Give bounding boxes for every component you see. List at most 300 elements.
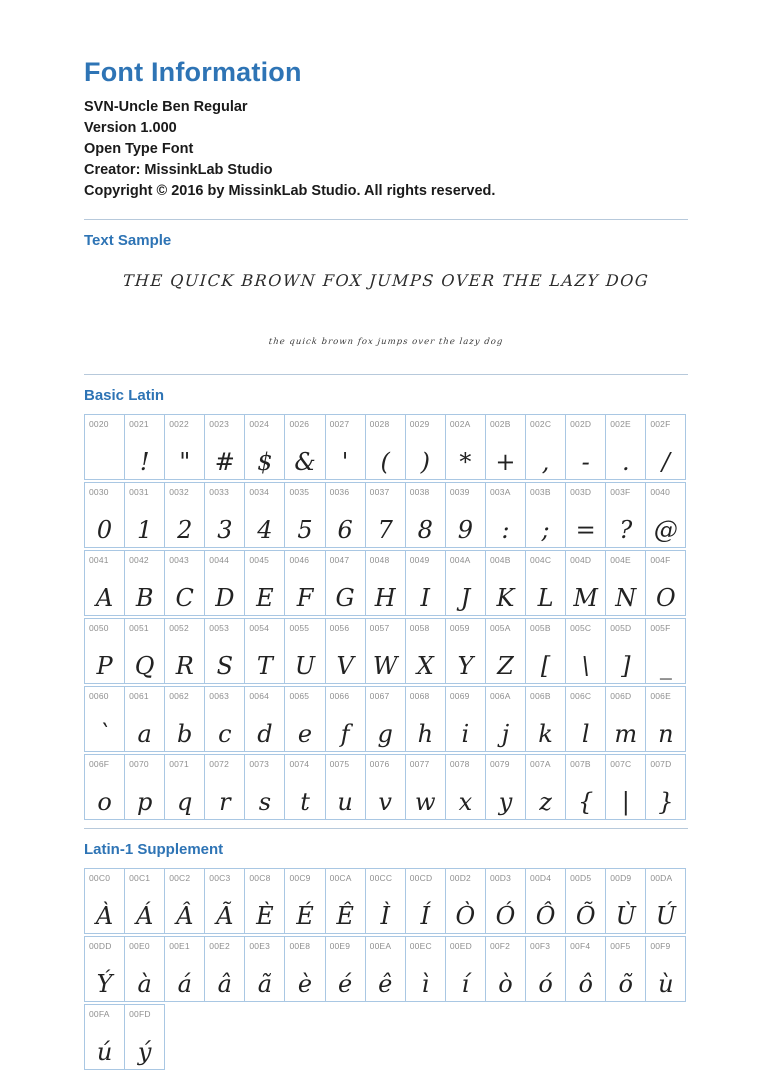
glyph: Ì (380, 902, 390, 930)
glyph-code-label: 004A (449, 555, 471, 565)
glyph-cell-0026 (284, 414, 325, 480)
glyph: ó (538, 970, 553, 998)
glyph-cell-0071 (164, 754, 205, 820)
glyph-code-label: 0038 (409, 487, 430, 497)
glyph-cell-0040 (645, 482, 686, 548)
glyph-cell-00CA (325, 868, 366, 934)
glyph-cell-00F5 (605, 936, 646, 1002)
glyph-code-label: 007D (650, 759, 672, 769)
glyph-code-label: 0032 (169, 487, 189, 497)
glyph: W (372, 652, 398, 680)
glyph: 8 (417, 516, 433, 544)
glyph-cell-006C (565, 686, 606, 752)
glyph-code-label: 0023 (209, 419, 229, 429)
glyph-cell-00C1 (124, 868, 165, 934)
glyph-cell-0065 (284, 686, 325, 752)
glyph: " (179, 448, 191, 476)
glyph-cell-0063 (204, 686, 245, 752)
glyph: Ý (96, 970, 113, 998)
glyph-cell-0037 (365, 482, 406, 548)
glyph-cell-0077 (405, 754, 446, 820)
glyph-code-label: 002C (530, 419, 552, 429)
glyph: v (378, 788, 392, 816)
glyph-cell-003F (605, 482, 646, 548)
glyph: Ã (216, 902, 234, 930)
glyph: e (297, 720, 313, 748)
glyph: í (461, 970, 470, 998)
glyph-code-label: 0063 (209, 691, 229, 701)
glyph: è (297, 970, 313, 998)
glyph: P (96, 652, 113, 680)
glyph: L (537, 584, 554, 612)
glyph-cell-0039 (445, 482, 486, 548)
glyph-code-label: 00FA (89, 1009, 110, 1019)
glyph: 2 (177, 516, 193, 544)
glyph-code-label: 0041 (89, 555, 109, 565)
glyph: 5 (297, 516, 313, 544)
glyph-code-label: 0062 (169, 691, 189, 701)
glyph-cell-0045 (244, 550, 285, 616)
glyph-cell-0062 (164, 686, 205, 752)
glyph: á (177, 970, 192, 998)
glyph-code-label: 003B (530, 487, 551, 497)
glyph-cell-00D5 (565, 868, 606, 934)
glyph-cell-00FA (84, 1004, 125, 1070)
glyph-code-label: 007A (530, 759, 551, 769)
font-creator: Creator: MissinkLab Studio (84, 162, 273, 178)
glyph-cell-0052 (164, 618, 205, 684)
glyph-code-label: 0036 (329, 487, 350, 497)
glyph-code-label: 00F9 (650, 941, 671, 951)
glyph-cell-00D4 (525, 868, 566, 934)
glyph-cell-0023 (204, 414, 245, 480)
glyph-code-label: 0043 (169, 555, 189, 565)
glyph-cell-002E (605, 414, 646, 480)
glyph-code-label: 0028 (369, 419, 390, 429)
glyph-code-label: 0061 (129, 691, 149, 701)
glyph: Ú (655, 902, 676, 930)
glyph-code-label: 0071 (169, 759, 189, 769)
glyph-cell-0033 (204, 482, 245, 548)
glyph: H (374, 584, 396, 612)
text-sample-heading: Text Sample (84, 232, 172, 249)
glyph-cell-006E (645, 686, 686, 752)
glyph-cell-007D (645, 754, 686, 820)
glyph-code-label: 006E (650, 691, 671, 701)
glyph: ù (658, 970, 674, 998)
glyph-code-label: 0049 (409, 555, 430, 565)
glyph-cell-007C (605, 754, 646, 820)
glyph-code-label: 0051 (129, 623, 149, 633)
glyph-cell-002D (565, 414, 606, 480)
font-copyright: Copyright © 2016 by MissinkLab Studio. All rights reserved. (84, 183, 496, 199)
glyph: U (294, 652, 316, 680)
glyph-code-label: 002E (610, 419, 631, 429)
glyph: * (459, 448, 472, 476)
glyph-cell-00F4 (565, 936, 606, 1002)
glyph-code-label: 00CC (369, 873, 393, 883)
glyph-cell-0048 (365, 550, 406, 616)
glyph: x (458, 788, 473, 816)
glyph: R (175, 652, 194, 680)
glyph: 7 (377, 516, 393, 544)
glyph-cell-00E2 (204, 936, 245, 1002)
latin1-supplement-heading: Latin-1 Supplement (84, 841, 224, 858)
glyph-code-label: 00D2 (449, 873, 471, 883)
glyph-code-label: 0054 (249, 623, 270, 633)
glyph: . (621, 448, 630, 476)
glyph-code-label: 004D (570, 555, 592, 565)
glyph-row (84, 868, 688, 934)
glyph-code-label: 002F (650, 419, 671, 429)
glyph-code-label: 005A (489, 623, 511, 633)
glyph-code-label: 006F (89, 759, 110, 769)
glyph: Â (176, 902, 194, 930)
glyph-code-label: 0047 (329, 555, 350, 565)
glyph-code-label: 00EA (369, 941, 392, 951)
glyph: ê (378, 970, 393, 998)
glyph: ( (380, 448, 390, 476)
glyph: ì (421, 970, 430, 998)
glyph-code-label: 002B (489, 419, 511, 429)
glyph: 1 (137, 516, 153, 544)
glyph-cell-00CD (405, 868, 446, 934)
glyph: X (416, 652, 434, 680)
glyph-code-label: 00DD (89, 941, 112, 951)
glyph-cell-0029 (405, 414, 446, 480)
glyph-code-label: 0052 (169, 623, 189, 633)
glyph-code-label: 0046 (289, 555, 310, 565)
glyph-code-label: 004C (530, 555, 552, 565)
glyph-cell-004C (525, 550, 566, 616)
glyph-code-label: 0065 (289, 691, 310, 701)
glyph-code-label: 0074 (289, 759, 310, 769)
glyph: M (573, 584, 598, 612)
glyph: À (95, 902, 114, 930)
glyph: k (538, 720, 553, 748)
glyph-cell-00FD (124, 1004, 165, 1070)
glyph-code-label: 002A (449, 419, 471, 429)
glyph-cell-0069 (445, 686, 486, 752)
glyph: F (296, 584, 314, 612)
font-type: Open Type Font (84, 141, 194, 157)
glyph: ? (619, 516, 633, 544)
glyph-code-label: 0067 (369, 691, 390, 701)
glyph-code-label: 0059 (449, 623, 470, 633)
glyph-code-label: 0027 (329, 419, 350, 429)
glyph: A (95, 584, 114, 612)
glyph: C (175, 584, 194, 612)
latin1-supplement-table (84, 868, 688, 1070)
glyph-cell-0028 (365, 414, 406, 480)
glyph-code-label: 00F2 (489, 941, 511, 951)
section-divider (84, 828, 688, 829)
font-name: SVN-Uncle Ben Regular (84, 99, 248, 115)
glyph: 9 (457, 516, 474, 544)
glyph: 3 (217, 516, 233, 544)
glyph-cell-0059 (445, 618, 486, 684)
glyph-cell-0067 (365, 686, 406, 752)
glyph: $ (257, 448, 273, 476)
glyph-code-label: 0077 (409, 759, 430, 769)
glyph-cell-0076 (365, 754, 406, 820)
glyph-code-label: 0073 (249, 759, 270, 769)
glyph-code-label: 0045 (249, 555, 270, 565)
glyph-code-label: 0064 (249, 691, 270, 701)
glyph: G (335, 584, 355, 612)
glyph-cell-00DD (84, 936, 125, 1002)
glyph-cell-00DA (645, 868, 686, 934)
glyph-code-label: 0026 (289, 419, 310, 429)
glyph: õ (618, 970, 633, 998)
glyph-cell-0072 (204, 754, 245, 820)
glyph: # (214, 448, 235, 476)
glyph-cell-0021 (124, 414, 165, 480)
glyph-code-label: 00D4 (530, 873, 552, 883)
glyph-cell-0054 (244, 618, 285, 684)
glyph: K (496, 584, 515, 612)
glyph-code-label: 0072 (209, 759, 229, 769)
glyph-row (84, 754, 688, 820)
glyph-code-label: 0021 (129, 419, 149, 429)
glyph-cell-0060 (84, 686, 125, 752)
glyph-cell-0022 (164, 414, 205, 480)
glyph: , (541, 448, 550, 476)
glyph-cell-0046 (284, 550, 325, 616)
glyph: s (258, 788, 272, 816)
glyph: m (614, 720, 638, 748)
glyph-cell-002B (485, 414, 526, 480)
glyph-cell-0064 (244, 686, 285, 752)
glyph-code-label: 007C (610, 759, 632, 769)
text-sample-small: the quick brown fox jumps over the lazy dog (268, 337, 504, 347)
glyph-cell-006A (485, 686, 526, 752)
glyph-code-label: 0044 (209, 555, 229, 565)
glyph-cell-00E9 (325, 936, 366, 1002)
glyph-code-label: 0033 (209, 487, 229, 497)
glyph-cell-007B (565, 754, 606, 820)
glyph-code-label: 0048 (369, 555, 390, 565)
glyph: Á (135, 902, 154, 930)
glyph-cell-0032 (164, 482, 205, 548)
glyph-cell-0061 (124, 686, 165, 752)
glyph: ; (541, 516, 550, 544)
glyph-code-label: 0039 (449, 487, 470, 497)
glyph: { (578, 788, 594, 816)
glyph-cell-0020 (84, 414, 125, 480)
glyph-code-label: 0058 (409, 623, 430, 633)
glyph-code-label: 00CA (329, 873, 352, 883)
glyph: [ (540, 652, 551, 680)
glyph-cell-00D3 (485, 868, 526, 934)
glyph-code-label: 004E (610, 555, 631, 565)
glyph-cell-005D (605, 618, 646, 684)
glyph: \ (581, 652, 590, 680)
glyph: é (338, 970, 353, 998)
glyph-cell-00C0 (84, 868, 125, 934)
glyph: z (539, 788, 552, 816)
glyph-cell-00E3 (244, 936, 285, 1002)
glyph-code-label: 0076 (369, 759, 390, 769)
glyph: E (256, 584, 274, 612)
glyph-cell-0075 (325, 754, 366, 820)
glyph-cell-0047 (325, 550, 366, 616)
glyph: Í (420, 902, 431, 930)
glyph: } (658, 788, 674, 816)
glyph: b (177, 720, 193, 748)
glyph: f (340, 720, 350, 748)
glyph: ! (139, 448, 150, 476)
glyph-cell-00E1 (164, 936, 205, 1002)
glyph-cell-00E0 (124, 936, 165, 1002)
glyph-cell-0050 (84, 618, 125, 684)
glyph: : (501, 516, 510, 544)
glyph-cell-00E8 (284, 936, 325, 1002)
glyph: 0 (96, 516, 113, 544)
glyph: l (581, 720, 590, 748)
glyph-code-label: 0034 (249, 487, 270, 497)
glyph-code-label: 00E9 (329, 941, 351, 951)
glyph-cell-00F3 (525, 936, 566, 1002)
glyph-code-label: 0050 (89, 623, 109, 633)
glyph: = (575, 516, 596, 544)
glyph-cell-0042 (124, 550, 165, 616)
glyph-cell-00F9 (645, 936, 686, 1002)
glyph: Y (457, 652, 474, 680)
glyph-code-label: 0035 (289, 487, 310, 497)
glyph-code-label: 0070 (129, 759, 149, 769)
glyph-code-label: 007B (570, 759, 591, 769)
glyph-code-label: 002D (570, 419, 592, 429)
glyph-code-label: 004F (650, 555, 671, 565)
glyph-code-label: 0056 (329, 623, 350, 633)
glyph: I (420, 584, 431, 612)
glyph-row (84, 618, 688, 684)
glyph: Ù (615, 902, 636, 930)
glyph: w (415, 788, 436, 816)
glyph-cell-0036 (325, 482, 366, 548)
glyph-cell-007A (525, 754, 566, 820)
glyph-code-label: 003A (489, 487, 511, 497)
glyph: _ (659, 652, 672, 680)
glyph-code-label: 00ED (449, 941, 472, 951)
glyph-cell-0051 (124, 618, 165, 684)
glyph-code-label: 0057 (369, 623, 390, 633)
glyph: ò (498, 970, 513, 998)
glyph-code-label: 00E2 (209, 941, 230, 951)
glyph: - (581, 448, 590, 476)
basic-latin-table (84, 414, 688, 820)
glyph-cell-0035 (284, 482, 325, 548)
glyph-code-label: 00DA (650, 873, 673, 883)
glyph-code-label: 006A (489, 691, 511, 701)
glyph-code-label: 005D (610, 623, 632, 633)
glyph-row (84, 482, 688, 548)
glyph: ) (420, 448, 430, 476)
glyph-cell-0043 (164, 550, 205, 616)
glyph: d (257, 720, 273, 748)
glyph: â (217, 970, 232, 998)
glyph: n (658, 720, 674, 748)
glyph-code-label: 0066 (329, 691, 350, 701)
glyph-code-label: 0055 (289, 623, 310, 633)
glyph-cell-0078 (445, 754, 486, 820)
glyph-code-label: 0022 (169, 419, 189, 429)
glyph-code-label: 00C8 (249, 873, 271, 883)
glyph-code-label: 00C1 (129, 873, 151, 883)
glyph-cell-005A (485, 618, 526, 684)
glyph-cell-003D (565, 482, 606, 548)
glyph-cell-004F (645, 550, 686, 616)
glyph-code-label: 006D (610, 691, 632, 701)
glyph-cell-004A (445, 550, 486, 616)
glyph-cell-0031 (124, 482, 165, 548)
glyph: Q (134, 652, 155, 680)
glyph-code-label: 005C (570, 623, 592, 633)
glyph-code-label: 005F (650, 623, 671, 633)
glyph-cell-006D (605, 686, 646, 752)
glyph-code-label: 00CD (409, 873, 433, 883)
glyph-code-label: 004B (489, 555, 511, 565)
glyph (85, 429, 124, 479)
glyph-cell-004B (485, 550, 526, 616)
glyph: ú (96, 1038, 113, 1066)
glyph-cell-005B (525, 618, 566, 684)
glyph-cell-0053 (204, 618, 245, 684)
glyph: & (294, 448, 316, 476)
glyph-code-label: 0069 (449, 691, 470, 701)
glyph: ` (98, 720, 111, 748)
glyph-cell-004D (565, 550, 606, 616)
glyph: q (177, 788, 193, 816)
glyph-cell-00F2 (485, 936, 526, 1002)
text-sample-large: THE QUICK BROWN FOX JUMPS OVER THE LAZY DOG (122, 271, 650, 290)
glyph-code-label: 0040 (650, 487, 671, 497)
glyph-cell-0041 (84, 550, 125, 616)
glyph-cell-002C (525, 414, 566, 480)
glyph: B (135, 584, 154, 612)
glyph: ô (578, 970, 593, 998)
glyph-code-label: 00D5 (570, 873, 592, 883)
glyph: O (656, 584, 676, 612)
glyph-code-label: 00E3 (249, 941, 271, 951)
glyph-code-label: 0020 (89, 419, 109, 429)
glyph-cell-003B (525, 482, 566, 548)
glyph-code-label: 006B (530, 691, 551, 701)
glyph-code-label: 00F4 (570, 941, 591, 951)
glyph-cell-00D9 (605, 868, 646, 934)
glyph-code-label: 0053 (209, 623, 229, 633)
glyph: T (256, 652, 273, 680)
glyph-row (84, 414, 688, 480)
glyph: j (501, 720, 510, 748)
glyph: ' (341, 448, 349, 476)
glyph-cell-00C8 (244, 868, 285, 934)
font-info-block (84, 97, 688, 202)
glyph: ] (621, 652, 631, 680)
page-title: Font Information (84, 57, 302, 87)
glyph-code-label: 0060 (89, 691, 109, 701)
glyph: y (498, 788, 513, 816)
glyph-cell-006B (525, 686, 566, 752)
glyph: à (137, 970, 152, 998)
font-version: Version 1.000 (84, 120, 177, 136)
glyph-code-label: 00C2 (169, 873, 191, 883)
glyph-code-label: 0031 (129, 487, 149, 497)
glyph-cell-0038 (405, 482, 446, 548)
glyph-code-label: 0079 (489, 759, 510, 769)
glyph-cell-004E (605, 550, 646, 616)
